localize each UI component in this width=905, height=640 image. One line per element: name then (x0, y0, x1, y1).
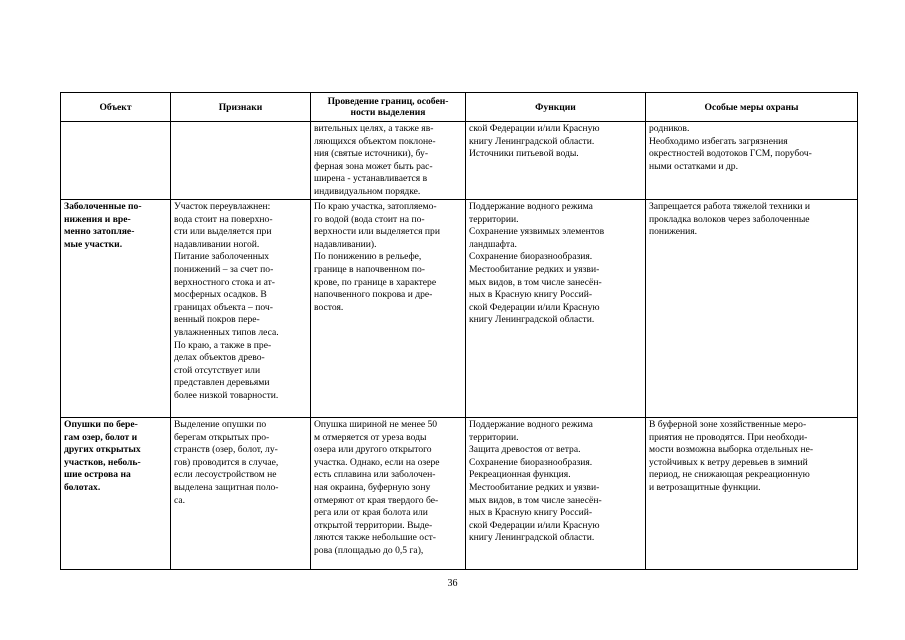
cell-protection-measures: родников. Необходимо избегать загрязнения окрестностей водотоков ГСМ, порубоч- ными остатками и др. (646, 122, 858, 200)
table-row (61, 122, 858, 200)
table-header-row (61, 93, 858, 122)
cell-protection-measures: В буферной зоне хозяйственные меро- приятия не проводятся. При необходи- мости возможна выборка отдельных не- устойчивых к ветру деревьев в зимний период, не снижающая рекреационную и ветрозащитные функции. (646, 418, 858, 570)
cell-object: Заболоченные по- нижения и вре- менно затопляе- мые участки. (61, 200, 171, 418)
header-protection-measures: Особые меры охраны (646, 93, 858, 122)
cell-boundaries: вительных целях, а также яв- ляющихся объектом поклоне- ния (святые источники), бу- ферная зона может быть рас- ширена - устанавливается в индивидуальном порядке. (311, 122, 466, 200)
cell-boundaries: По краю участка, затопляемо- го водой (вода стоит на по- верхности или выделяется при надавливании). По понижению в рельефе, границе в напочвенном по- крове, по границе в характере напочвенного покрова и дре- востоя. (311, 200, 466, 418)
cell-object (61, 122, 171, 200)
table-row (61, 418, 858, 570)
table-row (61, 200, 858, 418)
cell-functions: Поддержание водного режима территории. Защита древостоя от ветра. Сохранение биоразнообразия. Рекреационная функция. Местообитание редких и уязви- мых видов, в том числе занесён- ных в Красную книгу Россий- ской Федерации и/или Красную книгу Ленинградской области. (466, 418, 646, 570)
cell-object: Опушки по бере- гам озер, болот и других открытых участков, неболь- шие острова на болотах. (61, 418, 171, 570)
cell-signs: Участок переувлажнен: вода стоит на поверхно- сти или выделяется при надавливании ногой. Питание заболоченных понижений – за счет по- верхностного стока и ат- мосферных осадков. В границах объекта – поч- венный покров пере- увлажненных типов леса. По краю, а также в пре- делах объектов древо- стой отсутствует или представлен деревьями более низкой товарности. (171, 200, 311, 418)
cell-signs (171, 122, 311, 200)
header-object: Объект (61, 93, 171, 122)
cell-functions: Поддержание водного режима территории. Сохранение уязвимых элементов ландшафта. Сохранение биоразнообразия. Местообитание редких и уязви- мых видов, в том числе занесён- ных в Красную книгу Россий- ской Федерации и/или Красную книгу Ленинградской области. (466, 200, 646, 418)
header-signs: Признаки (171, 93, 311, 122)
cell-signs: Выделение опушки по берегам открытых про- странств (озер, болот, лу- гов) проводится в случае, если лесоустройством не выделена защитная поло- са. (171, 418, 311, 570)
cell-functions: ской Федерации и/или Красную книгу Ленинградской области. Источники питьевой воды. (466, 122, 646, 200)
document-table (60, 92, 858, 570)
header-functions: Функции (466, 93, 646, 122)
header-boundaries: Проведение границ, особен- ности выделения (311, 93, 466, 122)
page-number: 36 (447, 578, 458, 589)
cell-boundaries: Опушка шириной не менее 50 м отмеряется от уреза воды озера или другого открытого участка. Однако, если на озере есть сплавина или заболочен- ная окраина, буферную зону отмеряют от края твердого бе- рега или от края болота или открытой территории. Выде- ляются также небольшие ост- рова (площадью до 0,5 га), (311, 418, 466, 570)
cell-protection-measures: Запрещается работа тяжелой техники и прокладка волоков через заболоченные понижения. (646, 200, 858, 418)
